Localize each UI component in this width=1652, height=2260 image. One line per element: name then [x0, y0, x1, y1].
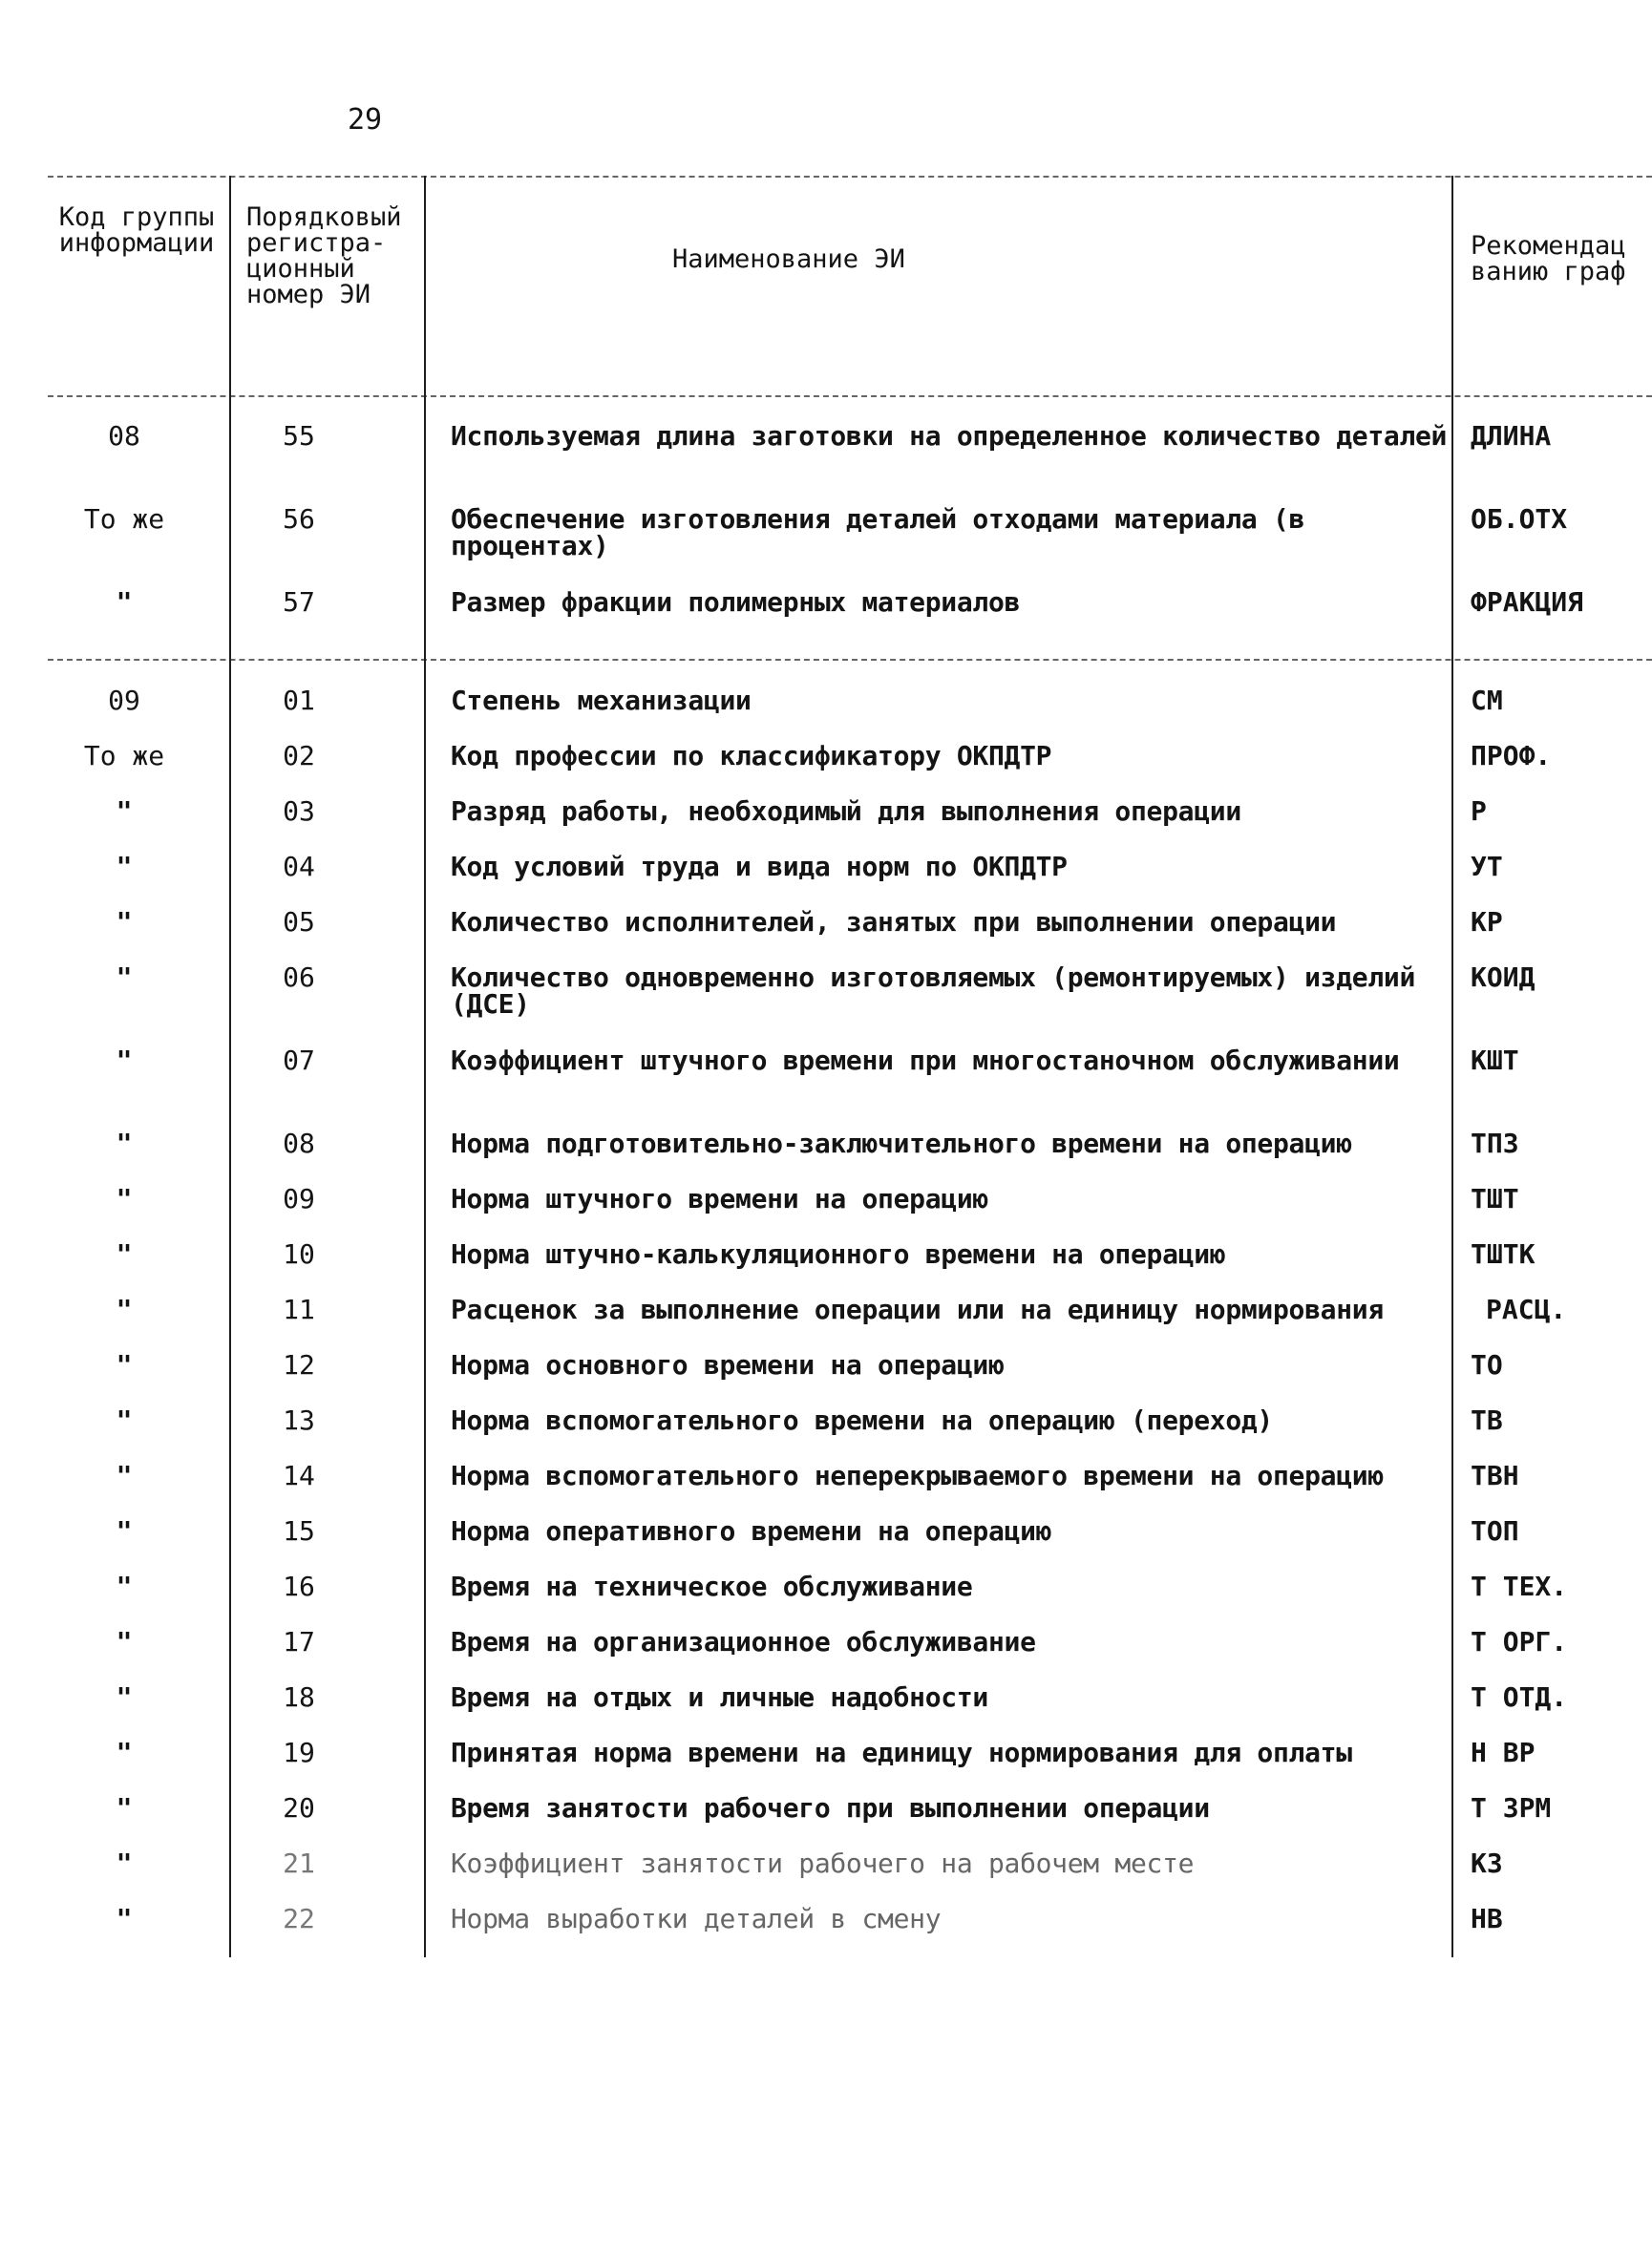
table-row: [0, 1349, 1652, 1400]
name-cell: Норма вспомогательного времени на операцию (переход): [451, 1405, 1273, 1436]
reg-number-cell: 03: [283, 795, 315, 827]
header-reg-number: Порядковый регистра- ционный номер ЭИ: [246, 202, 402, 309]
recommendation-cell: КЗ: [1471, 1848, 1503, 1879]
table-row: [0, 740, 1652, 791]
recommendation-cell: ДЛИНА: [1471, 420, 1552, 452]
recommendation-cell: ПРОФ.: [1471, 740, 1552, 771]
name-cell: Норма подготовительно-заключительного времени на операцию: [451, 1128, 1352, 1159]
table-row: [0, 503, 1652, 561]
group-code-cell: ": [116, 1515, 133, 1547]
group-code-cell: ": [116, 795, 133, 827]
group-code-cell: ": [116, 1183, 133, 1214]
recommendation-cell: РАСЦ.: [1486, 1294, 1567, 1325]
group-code-cell: ": [116, 1349, 133, 1381]
table-row: [0, 1571, 1652, 1621]
group-code-cell: 09: [108, 685, 140, 716]
name-cell: Время на техническое обслуживание: [451, 1571, 973, 1602]
name-cell: Количество одновременно изготовляемых (ремонтируемых) изделий (ДСЕ): [451, 961, 1416, 1020]
table-row: [0, 851, 1652, 901]
reg-number-cell: 16: [283, 1571, 315, 1602]
group-code-cell: ": [116, 1045, 133, 1076]
recommendation-cell: КШТ: [1471, 1045, 1519, 1076]
recommendation-cell: Т ОРГ.: [1471, 1626, 1568, 1658]
recommendation-cell: КОИД: [1471, 961, 1536, 993]
name-cell: Код профессии по классификатору ОКПДТР: [451, 740, 1052, 771]
recommendation-cell: КР: [1471, 906, 1503, 938]
name-cell: Норма штучно-калькуляционного времени на операцию: [451, 1238, 1226, 1270]
recommendation-cell: СМ: [1471, 685, 1503, 716]
group-code-cell: ": [116, 1238, 133, 1270]
group-code-cell: ": [116, 961, 133, 993]
table-row: [0, 961, 1652, 1020]
reg-number-cell: 20: [283, 1792, 315, 1824]
table-row: [0, 1238, 1652, 1289]
group-code-cell: ": [116, 1405, 133, 1436]
name-cell: Норма штучного времени на операцию: [451, 1183, 988, 1214]
reg-number-cell: 02: [283, 740, 315, 771]
group-code-cell: ": [116, 1626, 133, 1658]
reg-number-cell: 56: [283, 503, 315, 535]
name-cell: Степень механизации: [451, 685, 752, 716]
group-code-cell: То же: [83, 740, 165, 771]
group-code-cell: ": [116, 1848, 133, 1879]
recommendation-cell: ТПЗ: [1471, 1128, 1519, 1159]
recommendation-cell: ОБ.ОТХ: [1471, 503, 1568, 535]
page-number: 29: [348, 103, 383, 137]
recommendation-cell: ТШТ: [1471, 1183, 1519, 1214]
group-code-cell: ": [116, 1128, 133, 1159]
header-name: Наименование ЭИ: [672, 244, 905, 274]
reg-number-cell: 19: [283, 1737, 315, 1768]
name-cell: Коэффициент штучного времени при многостаночном обслуживании: [451, 1045, 1400, 1076]
reg-number-cell: 55: [283, 420, 315, 452]
group-code-cell: 08: [108, 420, 140, 452]
recommendation-cell: ТОП: [1471, 1515, 1519, 1547]
recommendation-cell: ТШТК: [1471, 1238, 1536, 1270]
name-cell: Обеспечение изготовления деталей отходами материала (в процентах): [451, 503, 1305, 561]
name-cell: Время на отдых и личные надобности: [451, 1681, 988, 1713]
reg-number-cell: 14: [283, 1460, 315, 1491]
group-code-cell: ": [116, 586, 133, 618]
name-cell: Норма оперативного времени на операцию: [451, 1515, 1052, 1547]
group-code-cell: То же: [83, 503, 165, 535]
table-row: [0, 687, 1652, 735]
reg-number-cell: 07: [283, 1045, 315, 1076]
group-separator-rule: [48, 659, 1652, 661]
table-row: [0, 420, 1652, 471]
reg-number-cell: 08: [283, 1128, 315, 1159]
reg-number-cell: 15: [283, 1515, 315, 1547]
group-code-cell: ": [116, 1571, 133, 1602]
table-row: [0, 1130, 1652, 1178]
name-cell: Используемая длина заготовки на определенное количество деталей: [451, 420, 1448, 452]
header-recommendation: Рекомендац ванию граф: [1471, 231, 1626, 286]
group-code-cell: ": [116, 1792, 133, 1824]
table-row: [0, 1792, 1652, 1843]
name-cell: Код условий труда и вида норм по ОКПДТР: [451, 851, 1068, 882]
table-row: [0, 1850, 1652, 1898]
table-row: [0, 1460, 1652, 1510]
name-cell: Разряд работы, необходимый для выполнения операции: [451, 795, 1241, 827]
name-cell: Размер фракции полимерных материалов: [451, 586, 1021, 618]
recommendation-cell: Н ВР: [1471, 1737, 1536, 1768]
name-cell: Принятая норма времени на единицу нормирования для оплаты: [451, 1737, 1352, 1768]
name-cell: Время занятости рабочего при выполнении операции: [451, 1792, 1210, 1824]
table-row: [0, 906, 1652, 957]
table-row: [0, 1407, 1652, 1455]
name-cell: Время на организационное обслуживание: [451, 1626, 1036, 1658]
reg-number-cell: 11: [283, 1294, 315, 1325]
reg-number-cell: 05: [283, 906, 315, 938]
table-row: [0, 1515, 1652, 1566]
reg-number-cell: 57: [283, 586, 315, 618]
reg-number-cell: 09: [283, 1183, 315, 1214]
name-cell: Норма основного времени на операцию: [451, 1349, 1005, 1381]
group-code-cell: ": [116, 1737, 133, 1768]
reg-number-cell: 10: [283, 1238, 315, 1270]
reg-number-cell: 17: [283, 1626, 315, 1658]
header-group-code: Код группы информации: [58, 202, 215, 258]
table-row: [0, 1903, 1652, 1954]
reg-number-cell: 21: [283, 1848, 315, 1879]
reg-number-cell: 18: [283, 1681, 315, 1713]
name-cell: Норма выработки деталей в смену: [451, 1903, 942, 1934]
group-code-cell: ": [116, 1460, 133, 1491]
table-row: [0, 1626, 1652, 1677]
table-row: [0, 795, 1652, 846]
reg-number-cell: 22: [283, 1903, 315, 1934]
recommendation-cell: Т ОТД.: [1471, 1681, 1568, 1713]
recommendation-cell: ФРАКЦИЯ: [1471, 586, 1584, 618]
name-cell: Количество исполнителей, занятых при выполнении операции: [451, 906, 1337, 938]
table-row: [0, 1183, 1652, 1234]
table-row: [0, 586, 1652, 637]
table-top-rule: [48, 176, 1652, 178]
recommendation-cell: ТВ: [1471, 1405, 1503, 1436]
reg-number-cell: 01: [283, 685, 315, 716]
group-code-cell: ": [116, 1294, 133, 1325]
group-code-cell: ": [116, 1681, 133, 1713]
reg-number-cell: 06: [283, 961, 315, 993]
group-code-cell: ": [116, 851, 133, 882]
reg-number-cell: 12: [283, 1349, 315, 1381]
recommendation-cell: Т ЗРМ: [1471, 1792, 1552, 1824]
recommendation-cell: НВ: [1471, 1903, 1503, 1934]
name-cell: Коэффициент занятости рабочего на рабочем месте: [451, 1848, 1195, 1879]
table-row: [0, 1737, 1652, 1787]
recommendation-cell: Р: [1471, 795, 1487, 827]
reg-number-cell: 13: [283, 1405, 315, 1436]
table-row: [0, 1294, 1652, 1344]
group-code-cell: ": [116, 906, 133, 938]
recommendation-cell: ТО: [1471, 1349, 1503, 1381]
table-row: [0, 1047, 1652, 1095]
table-row: [0, 1681, 1652, 1732]
name-cell: Расценок за выполнение операции или на единицу нормирования: [451, 1294, 1384, 1325]
recommendation-cell: ТВН: [1471, 1460, 1519, 1491]
recommendation-cell: УТ: [1471, 851, 1503, 882]
header-bottom-rule: [48, 395, 1652, 397]
group-code-cell: ": [116, 1903, 133, 1934]
reg-number-cell: 04: [283, 851, 315, 882]
name-cell: Норма вспомогательного неперекрываемого времени на операцию: [451, 1460, 1384, 1491]
recommendation-cell: Т ТЕХ.: [1471, 1571, 1568, 1602]
